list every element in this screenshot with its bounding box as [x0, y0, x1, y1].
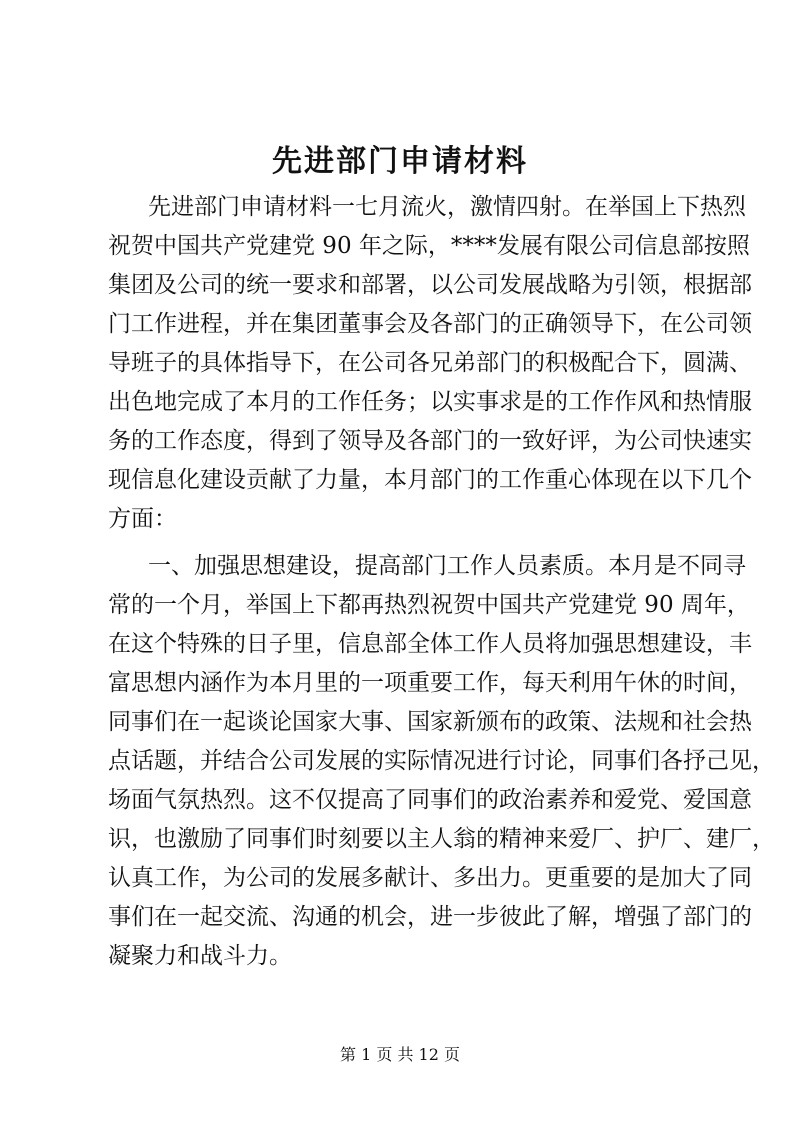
- page-footer: 第 1 页 共 12 页: [340, 1045, 460, 1064]
- paragraph-2-line-8: 识，也激励了同事们时刻要以主人翁的精神来爱厂、护厂、建厂，: [108, 826, 775, 852]
- paragraph-2-line-6: 点话题，并结合公司发展的实际情况进行讨论，同事们各抒己见，: [108, 748, 775, 774]
- paragraph-2-line-1: 一、加强思想建设，提高部门工作人员素质。本月是不同寻: [148, 553, 746, 579]
- paragraph-1-line-6: 出色地完成了本月的工作任务；以实事求是的工作作风和热情服: [108, 389, 752, 415]
- paragraph-2-line-2: 常的一个月，举国上下都再热烈祝贺中国共产党建党 90 周年，: [108, 592, 750, 618]
- paragraph-1-line-7: 务的工作态度，得到了领导及各部门的一致好评，为公司快速实: [108, 428, 752, 454]
- paragraph-1-line-2: 祝贺中国共产党建党 90 年之际，****发展有限公司信息部按照: [108, 233, 750, 259]
- paragraph-2-line-9: 认真工作，为公司的发展多献计、多出力。更重要的是加大了同: [108, 865, 752, 891]
- paragraph-1-line-9: 方面：: [108, 506, 177, 532]
- paragraph-1-line-5: 导班子的具体指导下，在公司各兄弟部门的积极配合下，圆满、: [108, 350, 752, 376]
- paragraph-2-line-4: 富思想内涵作为本月里的一项重要工作，每天利用午休的时间，: [108, 670, 752, 696]
- paragraph-2-line-3: 在这个特殊的日子里，信息部全体工作人员将加强思想建设，丰: [108, 631, 752, 657]
- paragraph-1-line-3: 集团及公司的统一要求和部署，以公司发展战略为引领，根据部: [108, 272, 752, 298]
- paragraph-2-line-11: 凝聚力和战斗力。: [108, 943, 292, 969]
- paragraph-1-line-8: 现信息化建设贡献了力量，本月部门的工作重心体现在以下几个: [108, 467, 752, 493]
- paragraph-2-line-10: 事们在一起交流、沟通的机会，进一步彼此了解，增强了部门的: [108, 904, 752, 930]
- document-title: 先进部门申请材料: [272, 144, 528, 179]
- paragraph-1-line-1: 先进部门申请材料一七月流火，激情四射。在举国上下热烈: [148, 194, 746, 220]
- paragraph-2-line-5: 同事们在一起谈论国家大事、国家新颁布的政策、法规和社会热: [108, 709, 752, 735]
- paragraph-2-line-7: 场面气氛热烈。这不仅提高了同事们的政治素养和爱党、爱国意: [108, 787, 752, 813]
- paragraph-1-line-4: 门工作进程，并在集团董事会及各部门的正确领导下，在公司领: [108, 311, 752, 337]
